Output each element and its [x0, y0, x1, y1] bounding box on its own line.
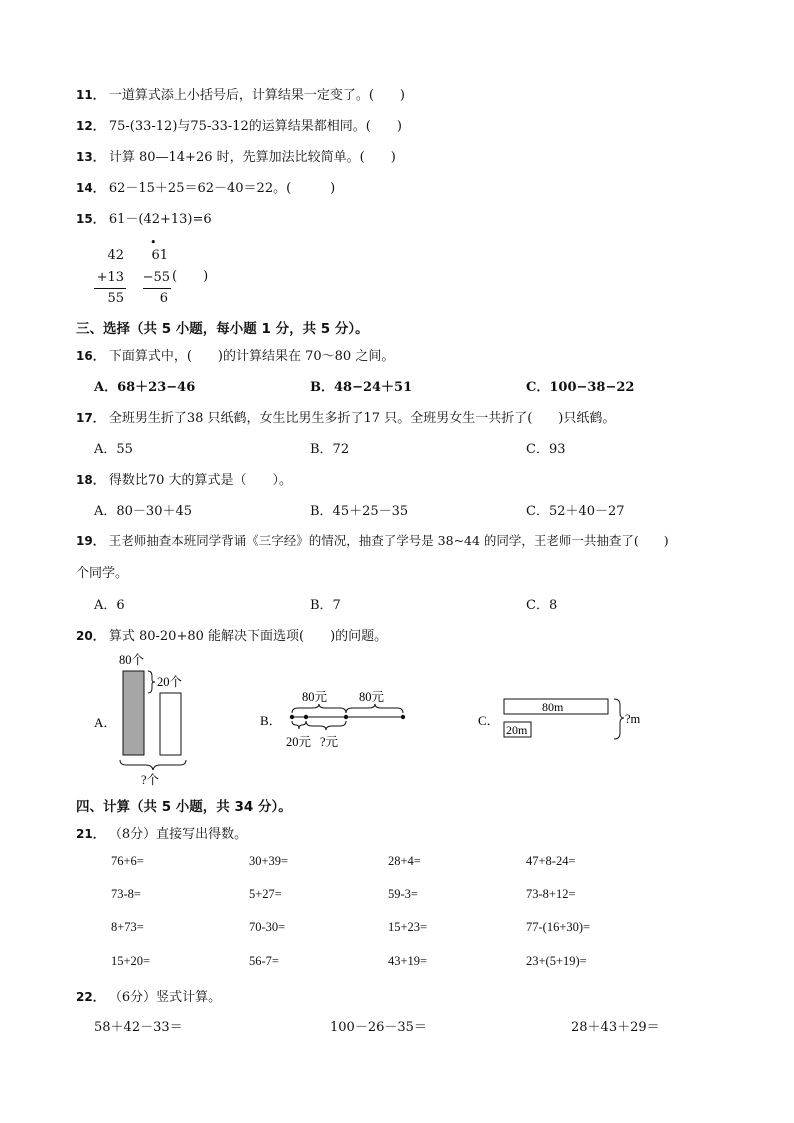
question-number: 15．	[76, 212, 105, 226]
question-22	[76, 986, 221, 1005]
calc-item[interactable]: 77-(16+30)=	[526, 920, 591, 934]
question-number: 21．	[76, 827, 105, 841]
calc-item[interactable]: 73-8=	[111, 887, 141, 901]
calc-item[interactable]: 23+(5+19)=	[526, 954, 587, 968]
question-text: 62－15＋25＝62－40＝22。( )	[108, 181, 336, 196]
calc-item[interactable]: 70-30=	[249, 920, 286, 934]
vert-right-op: −55	[142, 270, 170, 285]
b-point	[290, 715, 294, 719]
calc-item[interactable]: 28+4=	[388, 854, 421, 868]
option-a[interactable]: A．6	[94, 598, 125, 613]
a-diff-brace	[148, 671, 155, 693]
question-number: 12．	[76, 119, 105, 133]
a-top-label: 80个	[119, 653, 145, 667]
vertical-calc-item[interactable]: 58＋42－33＝	[94, 1020, 183, 1035]
question-text: 下面算式中，( )的计算结果在 70～80 之间。	[108, 349, 395, 364]
option-b[interactable]: B．48−24＋51	[310, 380, 413, 395]
question-19-continued: 个同学。	[76, 566, 129, 581]
diagram-b[interactable]	[260, 690, 405, 749]
vert-right-line	[143, 288, 171, 289]
c-total-label: ?m	[625, 712, 641, 726]
calc-item[interactable]: 73-8+12=	[526, 887, 576, 901]
section-title: 四、计算（共 5 小题，共 34 分）。	[76, 799, 292, 815]
vertical-calc-item[interactable]: 100－26－35＝	[330, 1020, 427, 1035]
question-text: 王老师抽查本班同学背诵《三字经》的情况，抽查了学号是 38~44 的同学，王老师一共抽查了( )	[108, 533, 669, 548]
question-number: 17．	[76, 411, 105, 425]
vert-left-op: +13	[96, 270, 124, 285]
option-a[interactable]: A．68＋23−46	[94, 380, 196, 395]
question-19	[76, 531, 669, 549]
calc-item[interactable]: 15+20=	[111, 954, 151, 968]
vert-left-line	[94, 288, 126, 289]
option-b-label: B．	[260, 713, 282, 728]
vert-right-dot: •	[150, 236, 157, 249]
question-number: 11．	[76, 88, 105, 102]
option-c[interactable]: C．8	[526, 598, 558, 613]
question-number: 16．	[76, 349, 105, 363]
vertical-calc-item[interactable]: 28＋43＋29＝	[571, 1020, 660, 1035]
option-b[interactable]: B．45＋25－35	[310, 504, 409, 519]
vert-right-top: 61	[151, 248, 168, 263]
question-number: 19．	[76, 534, 105, 548]
option-c[interactable]: C．100−38−22	[526, 380, 635, 395]
option-c[interactable]: C．52＋40－27	[526, 504, 625, 519]
b-point	[344, 715, 348, 719]
question-number: 22．	[76, 990, 105, 1004]
vert-right-result: 6	[159, 291, 168, 306]
question-text: 一道算式添上小括号后，计算结果一定变了。( )	[108, 88, 405, 103]
question-text: 75-(33-12)与75-33-12的运算结果都相同。( )	[108, 119, 402, 134]
question-number: 13．	[76, 150, 105, 164]
b-bottom-label-2: ?元	[320, 735, 339, 749]
question-text: 得数比70 大的算式是（ ）。	[108, 473, 293, 488]
question-13	[76, 146, 396, 165]
section-title: 三、选择（共 5 小题，每小题 1 分，共 5 分）。	[76, 321, 369, 337]
a-bar-white	[160, 693, 181, 755]
a-diff-label: 20个	[157, 675, 183, 689]
b-top-brace-1	[292, 704, 346, 713]
question-16	[76, 345, 394, 364]
calc-item[interactable]: 59-3=	[388, 887, 418, 901]
question-text: （6分）竖式计算。	[108, 990, 222, 1005]
calc-item[interactable]: 5+27=	[249, 887, 282, 901]
calc-item[interactable]: 30+39=	[249, 854, 289, 868]
question-text: 算式 80-20+80 能解决下面选项( )的问题。	[108, 629, 388, 644]
vert-left-top: 42	[107, 248, 124, 263]
question-text: （8分）直接写出得数。	[108, 827, 248, 842]
b-point	[401, 715, 405, 719]
question-18	[76, 469, 292, 488]
diagram-c[interactable]	[478, 699, 641, 739]
b-bottom-brace-2	[306, 721, 346, 730]
diagram-a[interactable]	[94, 653, 186, 787]
option-b[interactable]: B．72	[310, 442, 350, 457]
option-a-label: A．	[94, 715, 117, 730]
c-long-label: 80m	[542, 700, 564, 714]
option-c-label: C．	[478, 713, 500, 728]
question-12	[76, 115, 402, 134]
question-15	[76, 208, 212, 227]
c-total-brace	[614, 699, 624, 739]
calc-item[interactable]: 56-7=	[249, 954, 279, 968]
calc-item[interactable]: 47+8-24=	[526, 854, 576, 868]
b-bottom-brace-1	[292, 721, 306, 729]
b-point	[304, 715, 308, 719]
answer-bracket: ( )	[172, 269, 209, 284]
q20-diagrams	[0, 640, 794, 795]
question-11	[76, 84, 405, 103]
a-bar-gray	[123, 671, 144, 755]
c-short-label: 20m	[506, 723, 528, 737]
calc-item[interactable]: 8+73=	[111, 920, 144, 934]
question-number: 14．	[76, 181, 105, 195]
calc-item[interactable]: 43+19=	[388, 954, 428, 968]
option-a[interactable]: A．55	[94, 442, 133, 457]
question-21	[76, 823, 247, 842]
question-number: 18．	[76, 473, 105, 487]
question-14	[76, 177, 335, 196]
b-top-label-1: 80元	[302, 690, 328, 704]
calc-item[interactable]: 15+23=	[388, 920, 428, 934]
question-text: 全班男生折了38 只纸鹤，女生比男生多折了17 只。全班男女生一共折了( )只纸鹤。	[108, 411, 616, 426]
a-total-brace	[120, 760, 186, 770]
question-text: 计算 80—14+26 时，先算加法比较简单。( )	[108, 150, 396, 165]
option-c[interactable]: C．93	[526, 442, 566, 457]
b-bottom-label-1: 20元	[286, 735, 312, 749]
vert-left-result: 55	[107, 291, 124, 306]
question-number: 20．	[76, 629, 105, 643]
question-17	[76, 407, 615, 426]
calc-item[interactable]: 76+6=	[111, 854, 144, 868]
question-text: 61－(42+13)=6	[108, 212, 212, 227]
option-a[interactable]: A．80－30＋45	[94, 504, 193, 519]
b-top-brace-2	[346, 704, 403, 713]
a-total-label: ?个	[141, 773, 160, 787]
b-top-label-2: 80元	[359, 690, 385, 704]
option-b[interactable]: B．7	[310, 598, 341, 613]
